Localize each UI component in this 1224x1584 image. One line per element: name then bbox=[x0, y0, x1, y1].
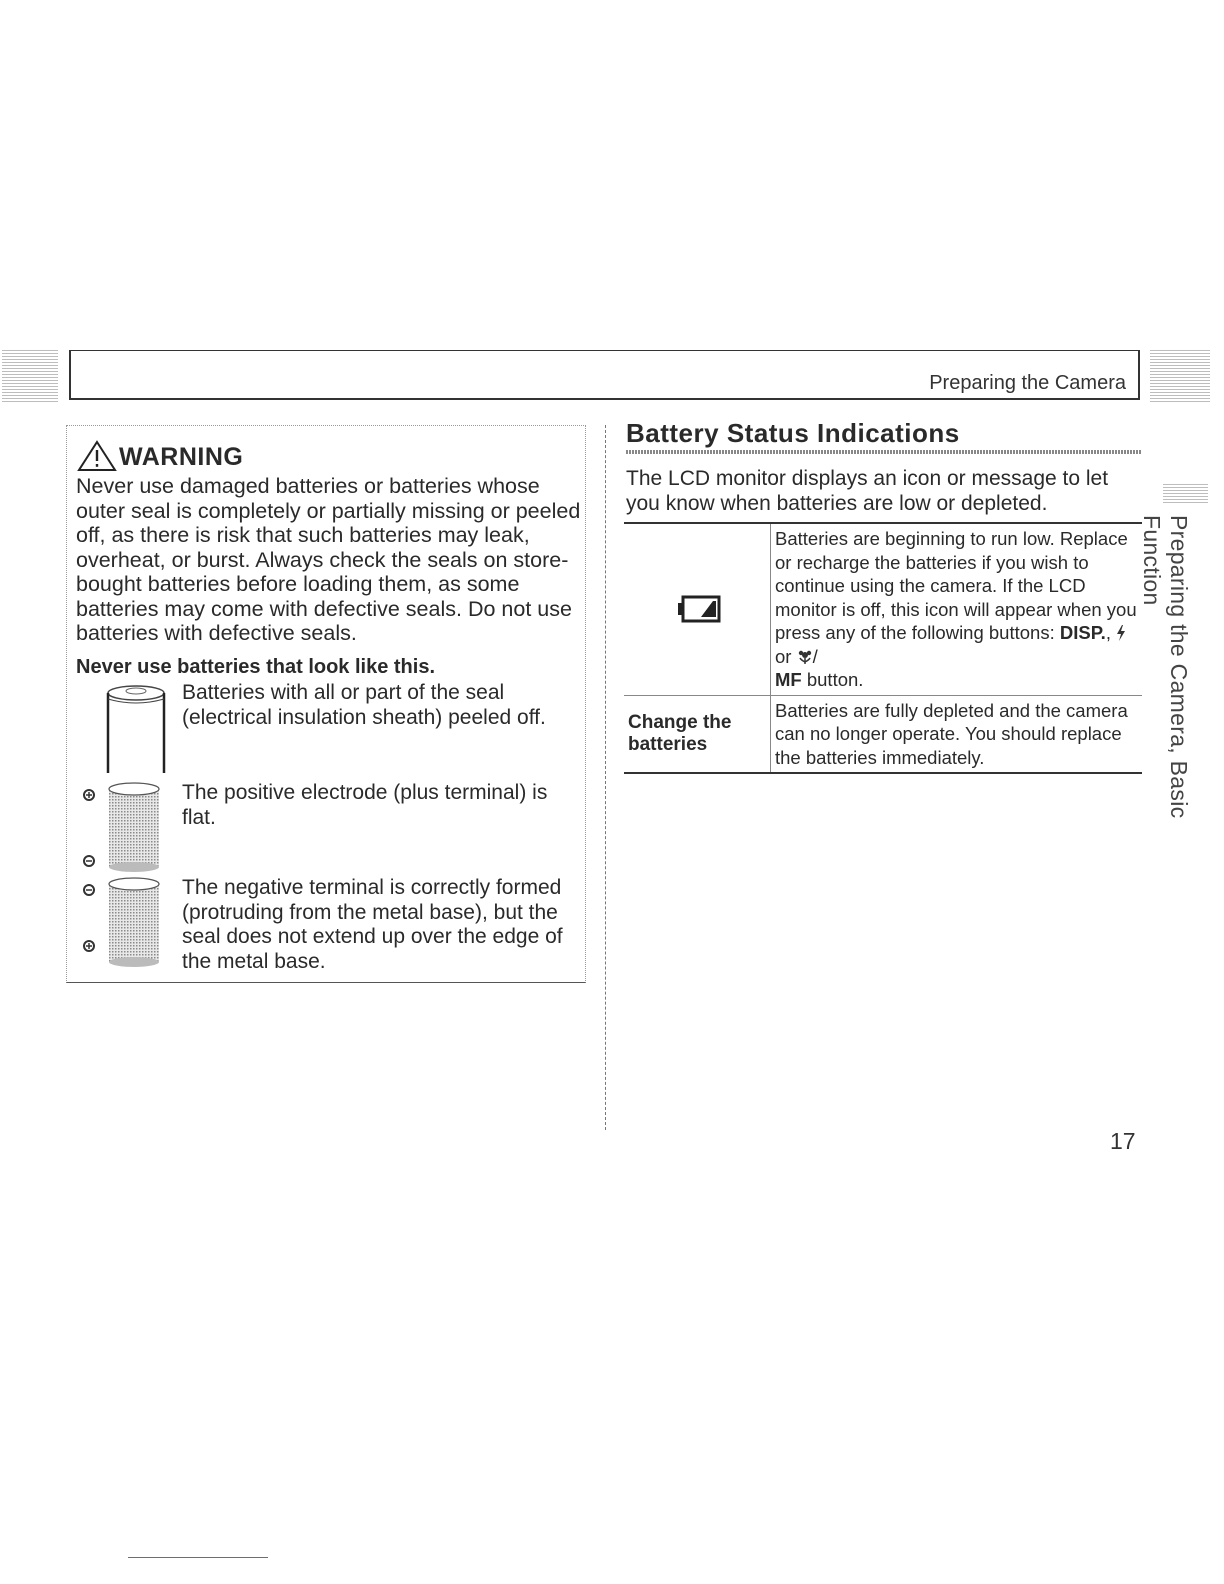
warning-box bbox=[66, 425, 586, 983]
footer-line bbox=[128, 1557, 268, 1558]
battery-example-text: Batteries with all or part of the seal (electrical insulation sheath) peeled off. bbox=[182, 681, 546, 729]
warning-heading-text: WARNING bbox=[119, 443, 244, 471]
battery-short-seal-icon bbox=[79, 876, 169, 976]
side-tab-marker bbox=[1163, 483, 1208, 503]
battery-peeled-seal-icon bbox=[79, 681, 169, 781]
page-number: 17 bbox=[1110, 1128, 1136, 1154]
heading-rule bbox=[626, 450, 1141, 454]
battery-low-icon bbox=[677, 595, 721, 623]
side-tab-label: Preparing the Camera, Basic Function bbox=[1139, 515, 1192, 819]
status-icon-cell bbox=[624, 524, 771, 695]
page-header bbox=[69, 350, 1140, 400]
flash-icon bbox=[1116, 625, 1126, 641]
battery-example-text: The positive electrode (plus terminal) is flat. bbox=[182, 781, 548, 829]
battery-example-text: The negative terminal is correctly formed (protruding from the metal base), but the seal does not extend up over the edge of the metal base. bbox=[182, 876, 563, 973]
battery-flat-positive-icon bbox=[79, 781, 169, 881]
header-decoration-left bbox=[2, 350, 58, 402]
macro-icon bbox=[797, 649, 813, 665]
column-divider bbox=[605, 425, 606, 1130]
status-desc-depleted: Batteries are fully depleted and the camera can no longer operate. You should replace the batteries immediately. bbox=[775, 699, 1128, 768]
status-label-cell bbox=[624, 696, 771, 773]
header-title: Preparing the Camera bbox=[929, 372, 1126, 394]
change-batteries-label: Change the batteries bbox=[628, 711, 732, 755]
warning-heading bbox=[77, 440, 243, 472]
section-heading: Battery Status Indications bbox=[626, 418, 960, 448]
status-desc-low bbox=[771, 524, 1142, 695]
slash-text: / bbox=[812, 645, 818, 667]
status-row-depleted bbox=[624, 695, 1142, 773]
never-use-heading: Never use batteries that look like this. bbox=[76, 656, 436, 678]
header-decoration-right bbox=[1150, 350, 1210, 402]
status-desc-suffix: button. bbox=[801, 669, 864, 690]
disp-button-label: DISP. bbox=[1059, 622, 1106, 643]
warning-text: Never use damaged batteries or batteries whose outer seal is completely or partially missing or peeled off, as there is risk that such batteries may leak, overheat, or burst. Always check the seals on store-bought batteries before loading them, as some batteries may come with defective seals. Do not use batteries with defective seals. bbox=[76, 474, 581, 645]
status-row-low bbox=[624, 524, 1142, 695]
separator-text: , bbox=[1105, 622, 1117, 643]
status-desc-text: Batteries are beginning to run low. Replace or recharge the batteries if you wish to continue using the camera. If the LCD monitor is off, this icon will appear when you press any of the following buttons: bbox=[775, 528, 1137, 643]
warning-triangle-icon bbox=[77, 440, 117, 472]
mf-button-label: MF bbox=[775, 669, 802, 690]
section-intro: The LCD monitor displays an icon or message to let you know when batteries are low or depleted. bbox=[626, 467, 1109, 515]
status-table bbox=[624, 522, 1142, 774]
or-text: or bbox=[775, 645, 797, 667]
